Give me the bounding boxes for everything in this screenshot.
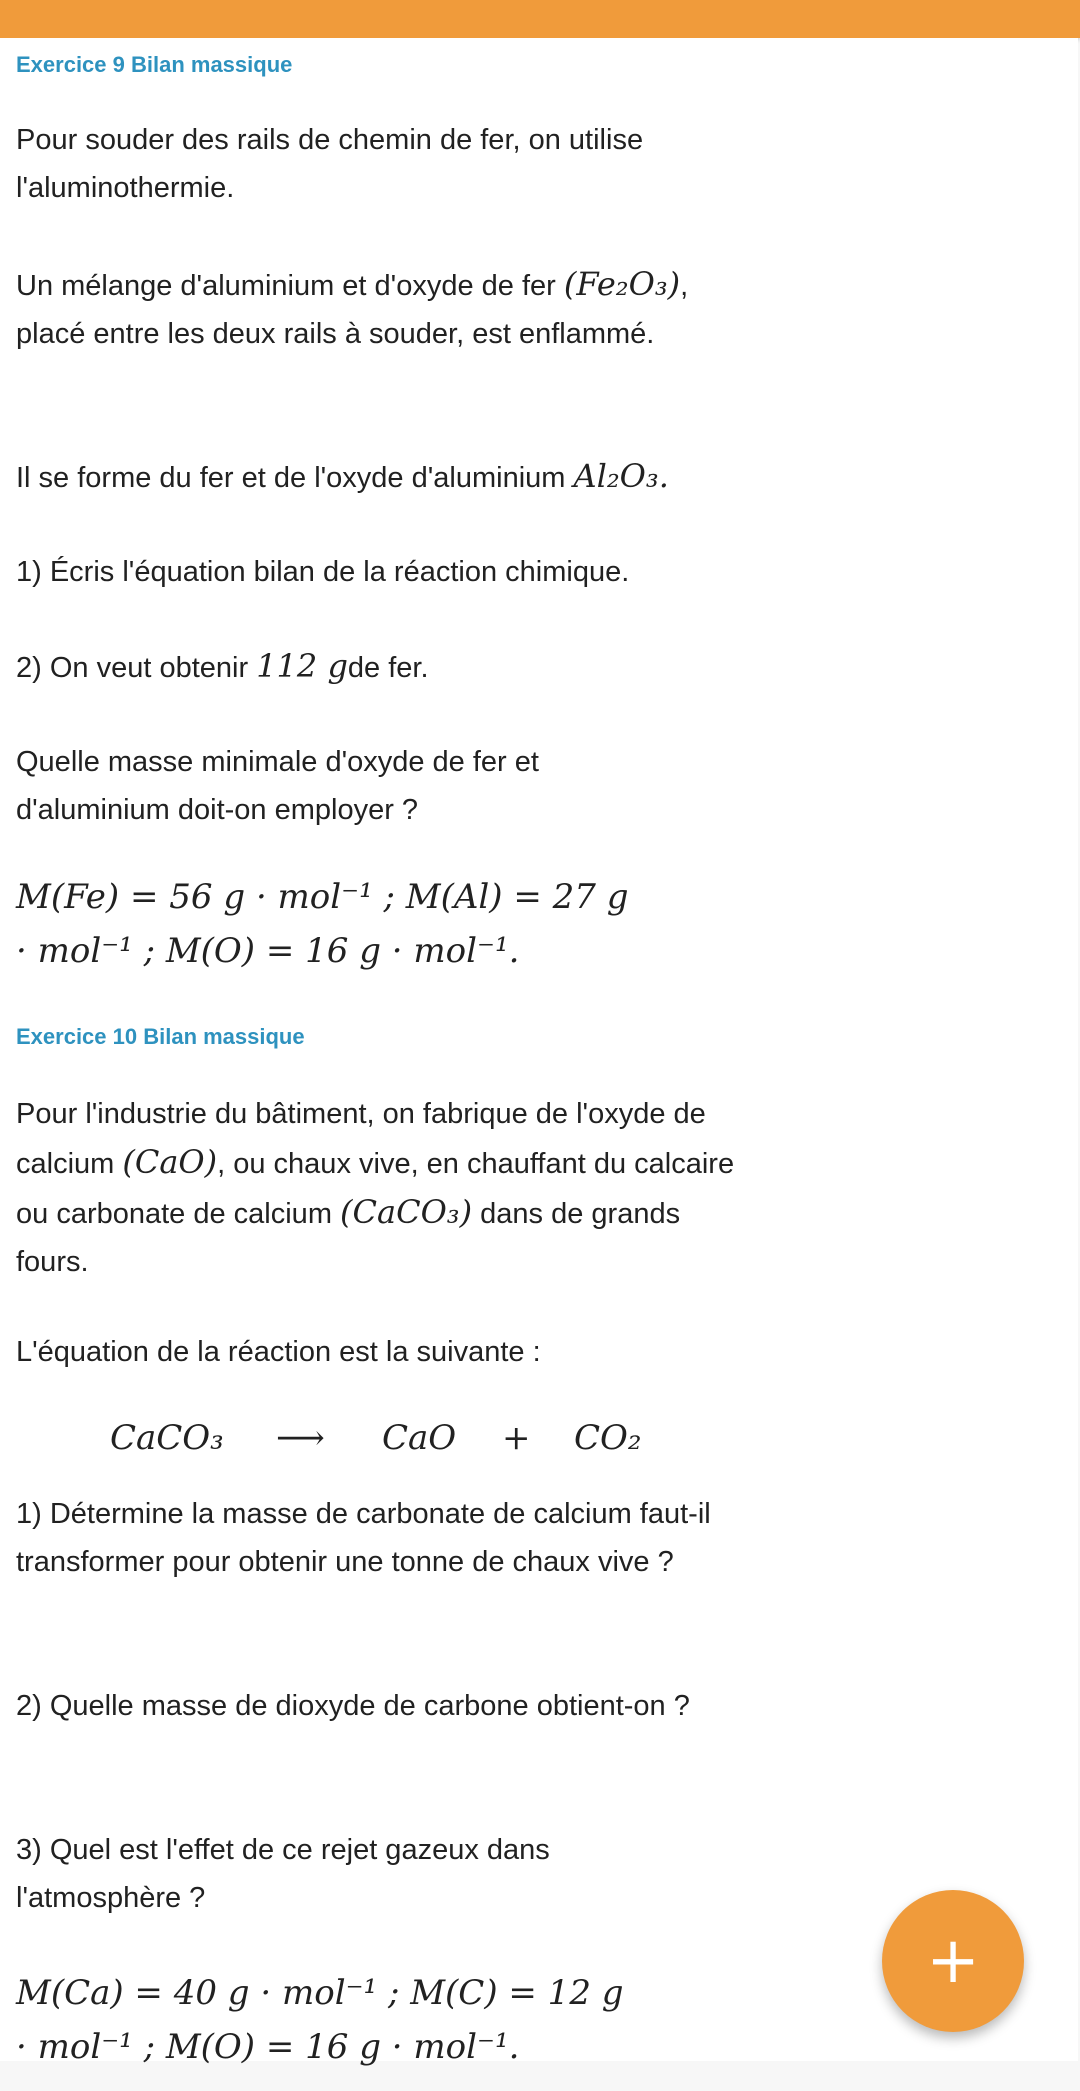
- top-app-bar: [0, 0, 1080, 38]
- formula-fe2o3: (Fe₂O₃): [563, 265, 681, 303]
- question-2-end: de fer.: [347, 652, 429, 684]
- exercise-content: [0, 38, 1078, 2067]
- mixture-text-end: , placé entre les deux rails à souder, est enflammé.: [16, 270, 689, 350]
- molar-masses-line-1: M(Ca) = 40 g · mol⁻¹ ; M(C) = 12 g: [16, 1973, 624, 2013]
- reaction-equation: [110, 1418, 670, 1478]
- mixture-text-start: Un mélange d'aluminium et d'oxyde de fer: [16, 270, 564, 302]
- intro-text-end: dans de grands fours.: [16, 1198, 681, 1278]
- equation-product-2: CO₂: [574, 1418, 642, 1458]
- exercise-10-title: Exercice 10 Bilan massique: [16, 1024, 305, 1049]
- exercise-10-intro: [16, 1090, 756, 1286]
- equation-product-1: CaO: [382, 1418, 457, 1458]
- exercise-10-molar-masses: [16, 1966, 756, 2074]
- products-text: Il se forme du fer et de l'oxyde d'aluminium: [16, 462, 574, 494]
- formula-cao: (CaO): [122, 1143, 218, 1181]
- add-button[interactable]: [882, 1890, 1024, 2032]
- question-2-start: 2) On veut obtenir: [16, 652, 257, 684]
- exercise-10-question-2: 2) Quelle masse de dioxyde de carbone obtient-on ?: [16, 1690, 690, 1722]
- formula-al2o3: Al₂O₃.: [573, 457, 669, 495]
- exercise-9-question-2-continued: Quelle masse minimale d'oxyde de fer et d'aluminium doit-on employer ?: [16, 746, 539, 826]
- formula-caco3: (CaCO₃): [340, 1193, 473, 1231]
- equation-arrow: ⟶: [276, 1418, 325, 1458]
- equation-reactant: CaCO₃: [110, 1418, 224, 1458]
- molar-masses-line-2: · mol⁻¹ ; M(O) = 16 g · mol⁻¹.: [16, 931, 520, 971]
- exercise-10-question-3: 3) Quel est l'effet de ce rejet gazeux dans l'atmosphère ?: [16, 1834, 550, 1914]
- plus-icon: +: [926, 1924, 980, 1998]
- exercise-9-question-2: [16, 642, 756, 692]
- exercise-9-mixture-text: [16, 260, 736, 358]
- exercise-9-question-1: 1) Écris l'équation bilan de la réaction chimique.: [16, 556, 630, 588]
- exercise-10-equation-intro: L'équation de la réaction est la suivante :: [16, 1336, 541, 1368]
- intro-text-start: Pour l'industrie du bâtiment, on fabrique de l'oxyde de calcium: [16, 1098, 706, 1180]
- exercise-9-products-text: [16, 452, 756, 502]
- exercise-9-title: Exercice 9 Bilan massique: [16, 52, 293, 77]
- iron-mass: 112 g: [256, 647, 348, 685]
- intro-text-middle: , ou chaux vive, en chauffant du calcaire ou carbonate de calcium: [16, 1148, 735, 1230]
- equation-plus: +: [502, 1418, 531, 1458]
- exercise-10-question-1: 1) Détermine la masse de carbonate de calcium faut-il transformer pour obtenir une tonne de chaux vive ?: [16, 1498, 711, 1578]
- molar-masses-line-1: M(Fe) = 56 g · mol⁻¹ ; M(Al) = 27 g: [16, 877, 629, 917]
- exercise-9-intro: Pour souder des rails de chemin de fer, on utilise l'aluminothermie.: [16, 124, 644, 204]
- molar-masses-line-2: · mol⁻¹ ; M(O) = 16 g · mol⁻¹.: [16, 2027, 520, 2067]
- exercise-9-molar-masses: [16, 870, 756, 978]
